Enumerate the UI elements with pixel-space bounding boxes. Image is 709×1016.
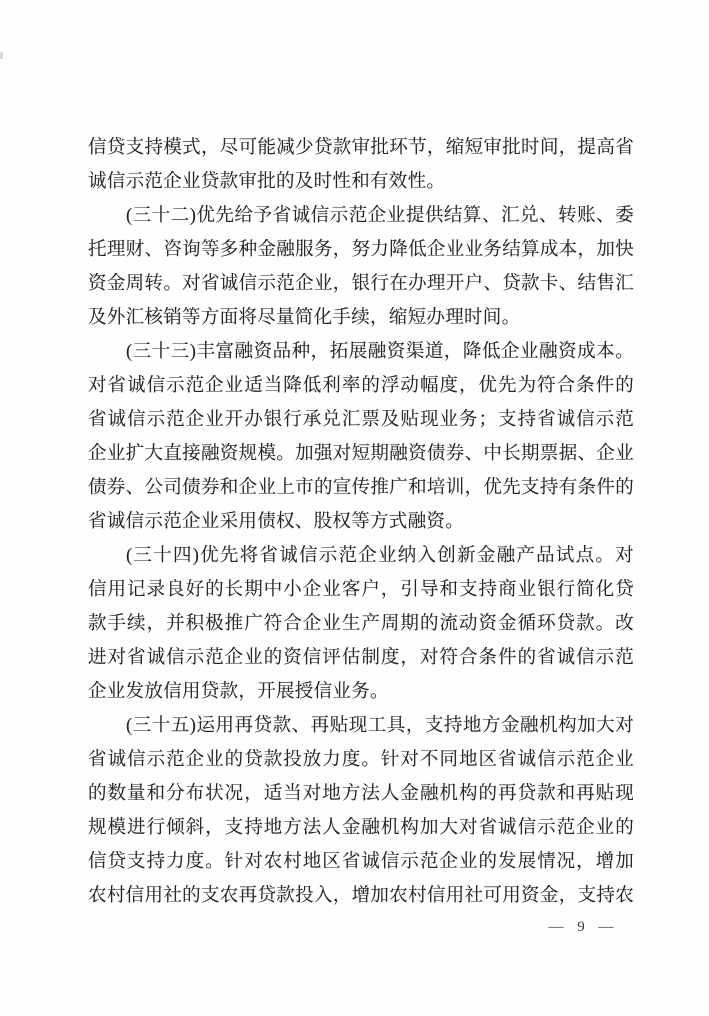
text-line: 资金周转。对省诚信示范企业，银行在办理开户、贷款卡、结售汇 bbox=[88, 274, 634, 294]
text-line: 省诚信示范企业开办银行承兑汇票及贴现业务；支持省诚信示范 bbox=[88, 410, 634, 430]
text-line: 款手续，并积极推广符合企业生产周期的流动资金循环贷款。改 bbox=[88, 614, 634, 634]
scan-artifact bbox=[0, 52, 3, 59]
text-line: 信用记录良好的长期中小企业客户，引导和支持商业银行简化贷 bbox=[88, 580, 634, 600]
text-line: 债券、公司债券和企业上市的宣传推广和培训，优先支持有条件的 bbox=[88, 478, 634, 498]
text-line: (三十二)优先给予省诚信示范企业提供结算、汇兑、转账、委 bbox=[126, 206, 634, 226]
text-line: 的数量和分布状况，适当对地方法人金融机构的再贷款和再贴现 bbox=[88, 784, 634, 804]
text-line: 省诚信示范企业的贷款投放力度。针对不同地区省诚信示范企业 bbox=[88, 750, 634, 770]
text-line: (三十三)丰富融资品种，拓展融资渠道，降低企业融资成本。 bbox=[126, 342, 634, 362]
text-line: (三十四)优先将省诚信示范企业纳入创新金融产品试点。对 bbox=[126, 546, 634, 566]
text-line: 省诚信示范企业采用债权、股权等方式融资。 bbox=[88, 512, 465, 532]
text-line: 企业发放信用贷款，开展授信业务。 bbox=[88, 682, 389, 702]
text-line: (三十五)运用再贷款、再贴现工具，支持地方金融机构加大对 bbox=[126, 716, 634, 736]
text-line: 信贷支持模式，尽可能减少贷款审批环节，缩短审批时间，提高省 bbox=[88, 138, 634, 158]
text-line: 农村信用社的支农再贷款投入，增加农村信用社可用资金，支持农 bbox=[88, 886, 634, 906]
text-line: 规模进行倾斜，支持地方法人金融机构加大对省诚信示范企业的 bbox=[88, 818, 634, 838]
text-line: 企业扩大直接融资规模。加强对短期融资债券、中长期票据、企业 bbox=[88, 444, 634, 464]
text-line: 进对省诚信示范企业的资信评估制度，对符合条件的省诚信示范 bbox=[88, 648, 634, 668]
text-line: 信贷支持力度。针对农村地区省诚信示范企业的发展情况，增加 bbox=[88, 852, 634, 872]
text-line: 诚信示范企业贷款审批的及时性和有效性。 bbox=[88, 172, 446, 192]
text-line: 对省诚信示范企业适当降低利率的浮动幅度，优先为符合条件的 bbox=[88, 376, 634, 396]
body-text bbox=[88, 131, 634, 913]
text-line: 托理财、咨询等多种金融服务，努力降低企业业务结算成本，加快 bbox=[88, 240, 634, 260]
text-line: 及外汇核销等方面将尽量简化手续，缩短办理时间。 bbox=[88, 308, 521, 328]
page-number: — 9 — bbox=[548, 919, 616, 935]
